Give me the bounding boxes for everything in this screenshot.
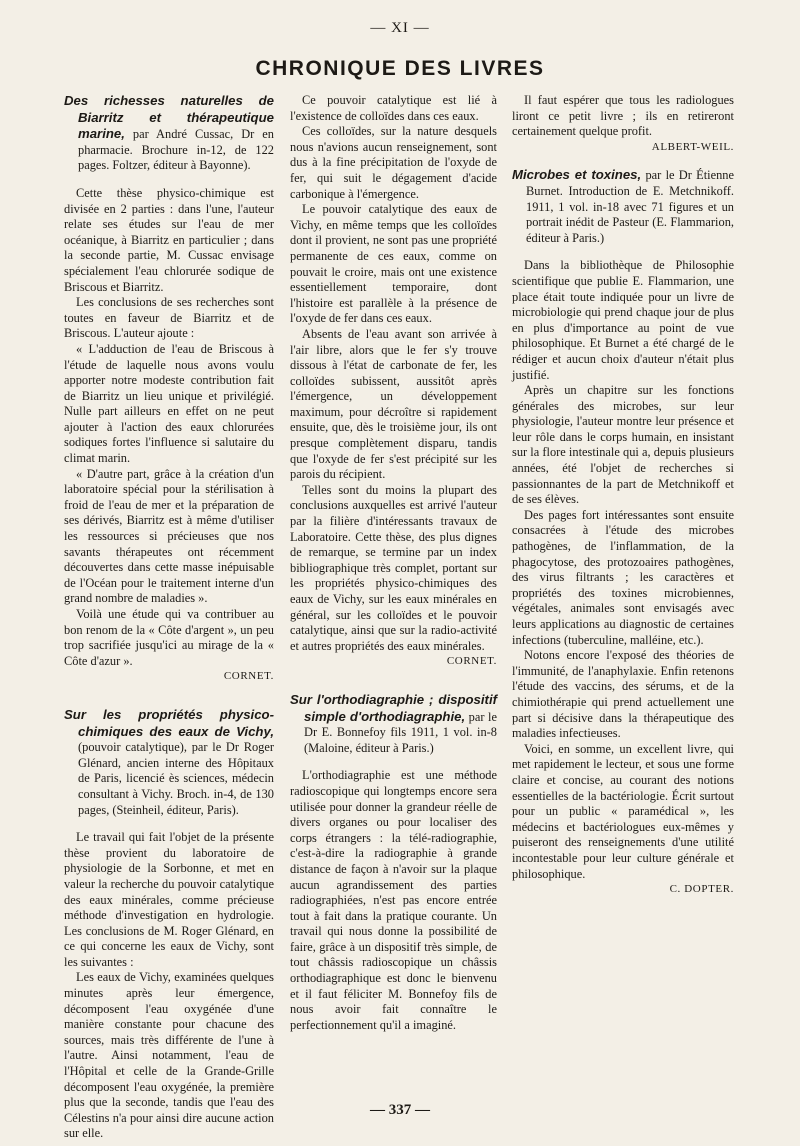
column-3	[512, 93, 734, 898]
paragraph: Telles sont du moins la plupart des conclusions auxquelles est arrivé l'auteur par la filière d'intéressants travaux de Laboratoire. Cette thèse, des plus dignes de remarque, se termine par un index bibliographique très complet, portant sur les propriétés physico-chimiques des eaux de Vichy, sur les eaux minérales en général, sur les colloïdes et le pouvoir catalytique, ainsi que sur la radio-activité et autres propriétés des eaux minérales.	[290, 482, 497, 653]
signature: CORNET.	[446, 655, 497, 668]
paragraph: Dans la bibliothèque de Philosophie scientifique que publie E. Flammarion, une place était toute indiquée pour un livre de microbiologie qui prend chaque jour de plus en plus d'importance au point de vue philosophique. Et Burnet a été chargé de le rédiger et aucun choix d'auteur n'était plus justifié.	[512, 258, 734, 382]
paragraph: Le pouvoir catalytique des eaux de Vichy, en même temps que les colloïdes dont il provient, ne sont pas une propriété permanente de ces eaux, comme on pouvait le croire, mais ont une existence essentiellement temporaire, dont l'histoire est parallèle à la présence de l'oxyde de fer dans ces eaux.	[290, 202, 497, 326]
paragraph: Ce pouvoir catalytique est lié à l'existence de colloïdes dans ces eaux.	[290, 93, 497, 123]
paragraph: Voilà une étude qui va contribuer au bon renom de la « Côte d'argent », un peu trop sacrifiée jusqu'ici au mirage de la « Côte d'azur ».	[64, 607, 274, 668]
signature: ALBERT-WEIL.	[651, 140, 734, 153]
paragraph: Il faut espérer que tous les radiologues liront ce petit livre ; ils en retireront certainement quelque profit.	[512, 93, 734, 139]
paragraph: Ces colloïdes, sur la nature desquels nous n'avions aucun renseignement, sont dus à la fine précipitation de l'oxyde de fer, qui suit le dégagement d'acide carbonique à l'émergence.	[290, 124, 497, 201]
review-heading	[64, 707, 274, 818]
paragraph: Des pages fort intéressantes sont ensuite consacrées à l'étude des microbes pathogènes, de l'inflammation, de la phagocytose, des protozoaires pathogènes, des virus filtrants ; les caractères et propriétés des toxines microbiennes, végétales, animales sont envisagés avec leurs applications au diagnostic de certaines infections (tuberculine, malléine, etc.).	[512, 507, 734, 647]
paragraph: « L'adduction de l'eau de Briscous à l'étude de laquelle nous avons voulu apporter notre modeste contribution fait de Biarritz un lieu unique et privilégié. Nulle part ailleurs en effet on ne peut ajouter à l'action des eaux chlorurées sodiques fortes l'influence si salutaire du climat marin.	[64, 341, 274, 466]
paragraph: Les conclusions de ses recherches sont toutes en faveur de Biarritz et de Briscous. L'auteur ajoute :	[64, 295, 274, 341]
column-2	[290, 93, 497, 1033]
paragraph: L'orthodiagraphie est une méthode radioscopique qui longtemps encore sera utilisée pour donner la grandeur réelle de divers organes ou pour localiser des corps étrangers : la télé-radiographie, c'est-à-dire la radiographie à grande distance de façon à n'avoir sur la plaque aucun agrandissement des parties radiographiées, n'est pas encore entrée tout à fait dans la pratique courante. Un travail qui nous donne la possibilité de faire, grâce à un dispositif très simple, de tout châssis radioscopique un châssis orthodiagraphique est donc le bienvenu et il faut féliciter M. Bonnefoy fils de nous avoir fait connaître le perfectionnement qu'il a imaginé.	[290, 768, 497, 1032]
review-heading	[512, 167, 734, 246]
book-meta: par le Dr Étienne Burnet. Introduction de E. Metchnikoff. 1911, 1 vol. in-18 avec 71 figures et un portrait inédit de Pasteur (E. Flammarion, éditeur à Paris.)	[526, 168, 734, 245]
paragraph: Cette thèse physico-chimique est divisée en 2 parties : dans l'une, l'auteur relate ses études sur l'eau de mer océanique, à Biarritz en particulier ; dans la seconde partie, M. Cussac envisage spécialement l'eau chlorurée sodique de Briscous et Biarritz.	[64, 185, 274, 294]
signature: CORNET.	[223, 670, 274, 683]
book-meta: par le Dr E. Bonnefoy fils 1911, 1 vol. in-8 (Maloine, éditeur à Paris.)	[304, 709, 497, 755]
column-1	[64, 93, 274, 1142]
signature: C. DOPTER.	[669, 883, 734, 896]
book-meta: par André Cussac, Dr en pharmacie. Brochure in-12, de 122 pages. Foltzer, éditeur à Bayonne).	[78, 127, 274, 173]
paragraph: « D'autre part, grâce à la création d'un laboratoire spécial pour la stérilisation à froid de l'eau de mer et la préparation de ses dérivés, Biarritz est à même d'utiliser les ressources si précieuses que nos savants thérapeutes ont récemment découvertes dans cette masse inépuisable de l'Océan pour le traitement interne d'un grand nombre de maladies ».	[64, 466, 274, 606]
book-title: Sur les propriétés physico-chimiques des eaux de Vichy,	[64, 706, 274, 739]
review-heading	[290, 692, 497, 756]
paragraph: Notons encore l'exposé des théories de l'immunité, de l'anaphylaxie. Enfin retenons l'étude des vaccins, des sérums, et de la chimiothérapie qui prend actuellement une part si décisive dans la thérapeutique des maladies infectieuses.	[512, 648, 734, 741]
paragraph: Voici, en somme, un excellent livre, qui met rapidement le lecteur, et sous une forme claire et concise, au courant des notions essentielles de la bactériologie. Écrit surtout pour un public « paramédical », les médecins et bactériologues eux-mêmes y puiseront des renseignements d'une utilité incontestable pour leur culture générale et philosophique.	[512, 741, 734, 881]
page-number: — 337 —	[370, 1102, 430, 1118]
page-roman-numeral: — XI —	[370, 20, 430, 36]
paragraph: Le travail qui fait l'objet de la présente thèse provient du laboratoire de physiologie de la Sorbonne, et met en valeur la recherche du pouvoir catalytique des eaux minérales, comme précieuse méthode d'investigation en hydrologie. Les conclusions de M. Roger Glénard, en ce qui concerne les eaux de Vichy, sont les suivantes :	[64, 830, 274, 969]
book-title: Des richesses naturelles de Biarritz et thérapeutique marine,	[64, 93, 274, 142]
book-title: Sur l'orthodiagraphie ; dispositif simple d'orthodiagraphie,	[290, 691, 497, 724]
book-meta: (pouvoir catalytique), par le Dr Roger Glénard, ancien interne des Hôpitaux de Paris, licencié ès sciences, médecin consultant à Vichy. Broch. in-4, de 130 pages, (Steinheil, éditeur, Paris).	[78, 740, 274, 817]
paragraph: Après un chapitre sur les fonctions générales des microbes, sur leur physiologie, l'auteur montre leur présence et leur rôle dans le corps humain, en insistant sur la flore intestinale qui a, depuis plusieurs années, été l'objet de recherches si passionnantes de la part de Metchnikoff et de ses élèves.	[512, 383, 734, 507]
section-title: CHRONIQUE DES LIVRES	[255, 57, 545, 80]
paragraph: Les eaux de Vichy, examinées quelques minutes après leur émergence, décomposent l'eau oxygénée d'une manière constante pour chacune des sources, mais très différente de l'une à l'autre. Ainsi notamment, l'eau de l'Hôpital et celle de la Grande-Grille décomposent l'eau oxygénée, la première plus que la seconde, tandis que l'eau des Célestins n'a pour ainsi dire aucune action sur elle.	[64, 970, 274, 1141]
paragraph: Absents de l'eau avant son arrivée à l'air libre, alors que le fer s'y trouve dissous à l'état de carbonate de fer, les colloïdes subissent, aussitôt après l'émergence, un développement maximum, pour décroître si rapidement ensuite, que, dès le troisième jour, ils ont presque complètement disparu, tandis que l'oxyde de fer s'est précipité sur les parois du récipient.	[290, 326, 497, 482]
book-title: Microbes et toxines,	[512, 167, 642, 183]
review-heading	[64, 93, 274, 174]
